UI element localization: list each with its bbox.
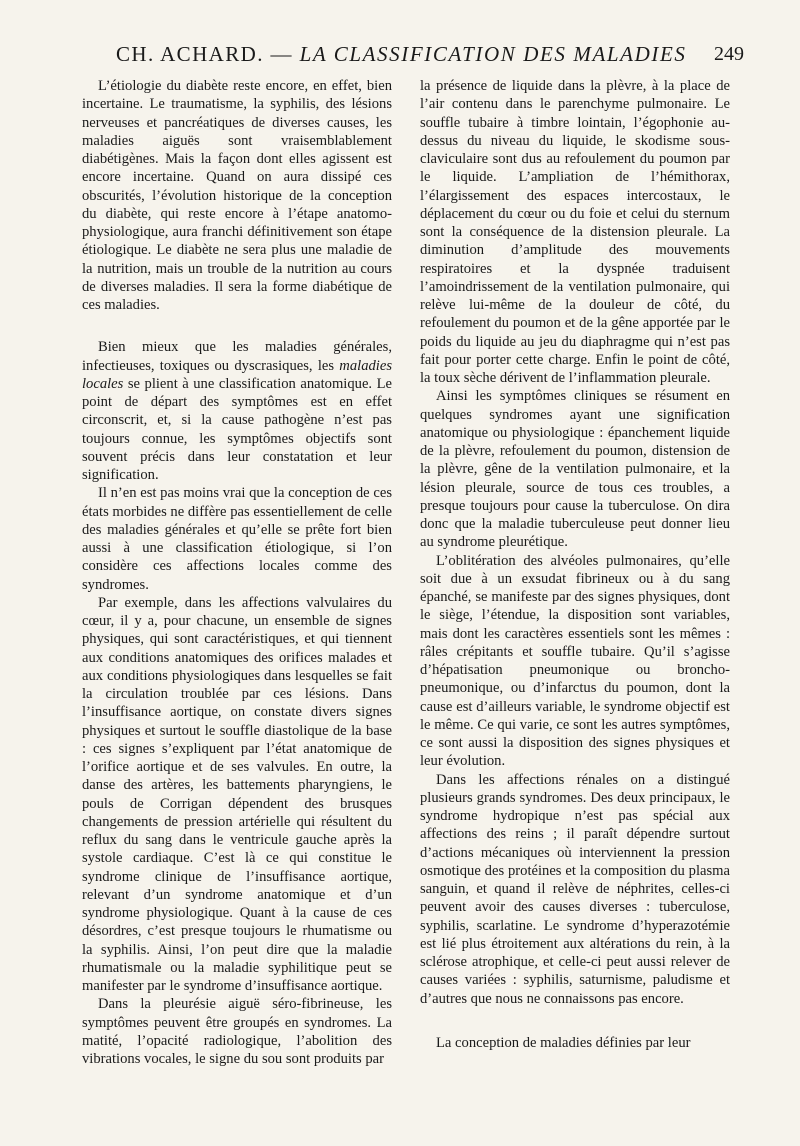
running-header [78,42,744,72]
header-author: CH. ACHARD. [116,42,264,66]
right-column [420,77,730,1052]
running-title [116,42,686,67]
paragraph-renal-affections: Dans les affections rénales on a distingué plusieurs grands syndromes. Des deux principaux, le syndrome hydropique n’est pas spécial aux affections des reins ; il paraît dépendre surtout d’actions mécaniques où interviennent la pression osmotique des protéines et la composition du plasma sanguin, et quand il relève de néphrites, celles-ci peuvent avoir des causes diverses : tuberculose, syphilis, scarlatine. Le syndrome d’hyperazotémie est lié plus étroitement aux altérations du rein, à la sclérose atrophique, et celle-ci peut aussi relever de causes variées : syphilis, saturnisme, paludisme et d’autres que nous ne connaissons pas encore. [420,771,730,1007]
text-span: Bien mieux que les maladies générales, infectieuses, toxiques ou dyscrasiques, les [82,339,392,374]
paragraph-pleurisy: Dans la pleurésie aiguë séro-fibrineuse, les symptômes peuvent être groupés en syndromes. La matité, l’opacité radiologique, l’abolition des vibrations vocales, le signe du sou sont produits par [82,996,392,1067]
page-number: 249 [714,43,744,65]
left-column [82,77,392,1068]
paragraph-local-diseases [82,338,392,484]
paragraph-defined-diseases: La conception de maladies définies par leur [436,1034,691,1051]
paragraph-pleural-liquid: la présence de liquide dans la plèvre, à la place de l’air contenu dans le parenchyme pulmonaire. Le souffle tubaire à timbre lointain, l’égophonie au-dessus du niveau du liquide, le skodisme sous-claviculaire sont dus au refoulement du poumon par le liquide. L’ampliation de l’hémithorax, l’élargissement des espaces intercostaux, le déplacement du cœur ou du foie et celui du sternum sont la conséquence de la distension pleurale. La diminution d’amplitude des mouvements respiratoires et la dyspnée traduisent l’amoindrissement de la ventilation pulmonaire, qui relève lui-même de la douleur de côté, du refoulement du poumon et de la gêne apportée par le poids du liquide au jeu du diaphragme qui n’est pas fait pour porter cette charge. Enfin le point de côté, la toux sèche dérivent de l’inflammation pleurale. [420,78,730,386]
emphasis-maladies-locales: maladies locales [82,357,392,392]
paragraph-alveolar-obliteration: L’oblitération des alvéoles pulmonaires, qu’elle soit due à un exsudat fibrineux ou à du sang épanché, se manifeste par des signes physiques, dont le siège, l’étendue, la disposition sont variables, mais dont les caractères essentiels sont les mêmes : râles crépitants et souffle tubaire. Qu’il s’agisse d’hépatisation pneumonique ou broncho-pneumonique, ou d’infarctus du poumon, dont la cause est d’ailleurs variable, le syndrome objectif est le même. Ce qui varie, ce sont les autres symptômes, ce sont aussi la disposition des signes physiques et leur évolution. [420,552,730,770]
paragraph-diabetes-etiology: L’étiologie du diabète reste encore, en effet, bien incertaine. Le traumatisme, la syphilis, des lésions nerveuses et pancréatiques de diverses causes, les maladies aiguës sont vraisemblablement diabétigènes. Mais la façon dont elles agissent est encore incertaine. Quand on aura dissipé ces obscurités, l’évolution historique de la conception du diabète, qui reste encore à l’étape anatomo-physiologique, aura franchi définitivement son étape étiologique. Le diabète ne sera plus une maladie de la nutrition, mais un trouble de la nutrition au cours de diverses maladies. Il sera la forme diabétique de ces maladies. [82,78,392,313]
paragraph-etiological-classification: Il n’en est pas moins vrai que la conception de ces états morbides ne diffère pas essentiellement de celle des maladies générales et qu’elle se prête fort bien aussi à une classification étiologique, si l’on considère ces affections locales comme des syndromes. [82,485,392,593]
header-dash: — [270,42,293,66]
paragraph-syndromes-summary: Ainsi les symptômes cliniques se résument en quelques syndromes ayant une signification anatomique ou physiologique : épanchement liquide de la plèvre, refoulement du poumon, distension de la plèvre, gêne de la ventilation pulmonaire, et la lésion pleurale, source de tous ces troubles, a presque toujours pour cause la tuberculose. On dira donc que la maladie tuberculeuse peut donner lieu au syndrome pleurétique. [420,388,730,551]
text-span: se plient à une classification anatomique. Le point de départ des symptômes est en effet circonscrit, et, si la cause pathogène n’est pas toujours connue, les symptômes objectifs sont souvent précis dans leur constatation et leur signification. [82,375,392,483]
paragraph-valvular-affections: Par exemple, dans les affections valvulaires du cœur, il y a, pour chacune, un ensemble de signes physiques, qui sont caractéristiques, et qui tiennent aux conditions anatomiques des orifices malades et aux conditions physiologiques dans lesquelles se fait la circulation troublée par ces lésions. Dans l’insuffisance aortique, on constate divers signes physiques et surtout le souffle diastolique de la base : ces signes s’expliquent par l’état anatomique de l’orifice aortique et de ses valvules. En outre, la danse des artères, les battements pharyngiens, le pouls de Corrigan dépendent des brusques changements de pression artérielle qui résultent du reflux du sang dans le ventricule gauche après la systole cardiaque. C’est là ce qui constitue le syndrome clinique de l’insuffisance aortique, relevant d’un syndrome anatomique et d’un syndrome physiologique. Quant à la cause de ces désordres, c’est presque toujours le rhumatisme ou la syphilis. Ainsi, l’on peut dire que la maladie rhumatismale ou la maladie syphilitique peut se manifester par le syndrome d’insuffisance aortique. [82,594,392,994]
header-title: LA CLASSIFICATION DES MALADIES [299,42,687,66]
